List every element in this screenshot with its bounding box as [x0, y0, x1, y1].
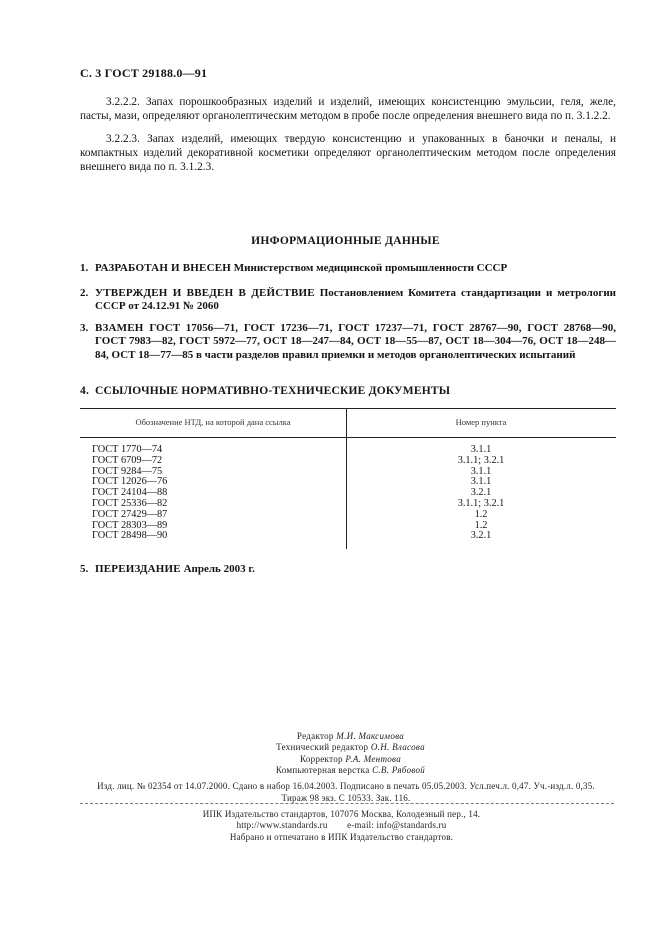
- table-cell-document: ГОСТ 12026—76: [92, 476, 168, 488]
- corrector-line: [40, 754, 661, 765]
- table-cell-document: ГОСТ 28303—89: [92, 519, 168, 531]
- publisher-address: ИПК Издательство стандартов, 107076 Москва, Колодезный пер., 14.: [202, 809, 481, 819]
- item-heading: ПЕРЕИЗДАНИЕ: [95, 563, 181, 575]
- table-row: [80, 456, 616, 467]
- tech-editor-label: Технический редактор: [276, 742, 369, 753]
- table-cell-document: ГОСТ 27429—87: [92, 508, 168, 520]
- table-cell-document: ГОСТ 24104—88: [92, 487, 168, 499]
- table-cell-clause: 3.1.1; 3.2.1: [457, 454, 505, 466]
- press-info: [0, 809, 661, 843]
- info-item-5: [80, 563, 616, 576]
- tech-editor-line: [40, 742, 661, 753]
- publishing-info: [82, 780, 610, 804]
- info-item-2: [80, 287, 616, 314]
- table-header-document: Обозначение НТД, на которой дана ссылка: [135, 417, 291, 427]
- table-top-rule: [80, 408, 616, 409]
- publishing-line: Тираж 98 экз. С 10533. Зак. 116.: [281, 793, 411, 803]
- table-header-rule: [80, 437, 616, 438]
- item-heading: УТВЕРЖДЕН И ВВЕДЕН В ДЕЙСТВИЕ: [95, 287, 315, 299]
- item-number: 4.: [80, 385, 90, 397]
- paragraph-3-2-2-2: 3.2.2.2. Запах порошкообразных изделий и изделий, имеющих консистенцию эмульсии, геля, желе, пасты, мази, определяют органолептическим методом в пробе после определения внешнего вида по п. 3.1.2.2.: [80, 96, 616, 123]
- page-header: С. 3 ГОСТ 29188.0—91: [80, 66, 208, 80]
- reference-documents-table: [80, 408, 616, 549]
- table-cell-clause: 1.2: [474, 519, 488, 531]
- colophon-credits: [0, 731, 661, 777]
- item-heading: ССЫЛОЧНЫЕ НОРМАТИВНО-ТЕХНИЧЕСКИЕ ДОКУМЕНТЫ: [95, 385, 451, 397]
- editor-line: [40, 731, 661, 742]
- tech-editor-name: О.Н. Власова: [370, 742, 425, 753]
- table-cell-document: ГОСТ 28498—90: [92, 530, 168, 542]
- table-header-clause: Номер пункта: [455, 417, 507, 427]
- divider: [80, 803, 614, 804]
- table-cell-clause: 3.2.1: [470, 487, 492, 499]
- table-cell-document: ГОСТ 6709—72: [92, 454, 163, 466]
- table-row: [80, 510, 616, 521]
- item-heading: ВЗАМЕН: [95, 322, 144, 334]
- info-section-title: ИНФОРМАЦИОННЫЕ ДАННЫЕ: [251, 235, 440, 247]
- info-item-4: [80, 385, 616, 398]
- item-text: Министерством медицинской промышленности СССР: [231, 262, 508, 274]
- table-body: [80, 445, 616, 542]
- layout-name: С.В. Рябовой: [372, 765, 426, 776]
- layout-line: [40, 765, 661, 776]
- table-cell-document: ГОСТ 25336—82: [92, 497, 168, 509]
- publishing-line: Изд. лиц. № 02354 от 14.07.2000. Сдано в набор 16.04.2003. Подписано в печать 05.05.2003. Усл.печ.л. 0,47. Уч.-изд.л. 0,35.: [97, 781, 595, 791]
- publisher-web: http://www.standards.ru e-mail: info@standards.ru: [236, 820, 447, 831]
- printer-line: Набрано и отпечатано в ИПК Издательство стандартов.: [229, 831, 454, 842]
- editor-name: М.И. Максимова: [336, 731, 405, 741]
- paragraph-3-2-2-3: 3.2.2.3. Запах изделий, имеющих твердую консистенцию и упакованных в баночки и пеналы, и компактных изделий декоративной косметики определяют органолептическим методом после определения внешнего вида по п. 3.1.2.3.: [80, 133, 616, 174]
- table-cell-clause: 3.1.1: [470, 465, 492, 477]
- table-cell-clause: 3.1.1: [470, 476, 492, 488]
- item-heading: РАЗРАБОТАН И ВНЕСЕН: [95, 262, 232, 274]
- item-number: 3.: [80, 322, 89, 334]
- item-number: 1.: [80, 262, 89, 274]
- item-number: 2.: [80, 287, 89, 299]
- table-cell-clause: 3.1.1; 3.2.1: [457, 497, 505, 509]
- item-text: ГОСТ 17056—71, ГОСТ 17236—71, ГОСТ 17237—71, ГОСТ 28767—90, ГОСТ 28768—90, ГОСТ 7983—82, ГОСТ 5972—77, ОСТ 18—247—84, ОСТ 18—55—87, ОСТ 18—304—76, ОСТ 18—248—84, ОСТ 18—77—85 в части разделов правил приемки и методов органолептических испытаний: [95, 322, 616, 361]
- table-cell-document: ГОСТ 1770—74: [92, 444, 163, 455]
- corrector-name: Р.А. Ментова: [345, 753, 401, 764]
- layout-label: Компьютерная верстка: [275, 765, 370, 776]
- item-text: Апрель 2003 г.: [180, 563, 255, 575]
- editor-label: Редактор: [296, 731, 334, 741]
- info-item-1: [80, 262, 616, 275]
- table-cell-clause: 1.2: [474, 508, 488, 520]
- table-row: [80, 531, 616, 542]
- item-text: Постановлением Комитета стандартизации и метрологии СССР от 24.12.91 № 2060: [95, 287, 616, 313]
- corrector-label: Корректор: [299, 753, 343, 764]
- table-cell-document: ГОСТ 9284—75: [92, 465, 163, 477]
- table-cell-clause: 3.2.1: [470, 530, 492, 542]
- info-item-3: [80, 322, 616, 362]
- item-number: 5.: [80, 563, 89, 575]
- table-cell-clause: 3.1.1: [470, 444, 492, 455]
